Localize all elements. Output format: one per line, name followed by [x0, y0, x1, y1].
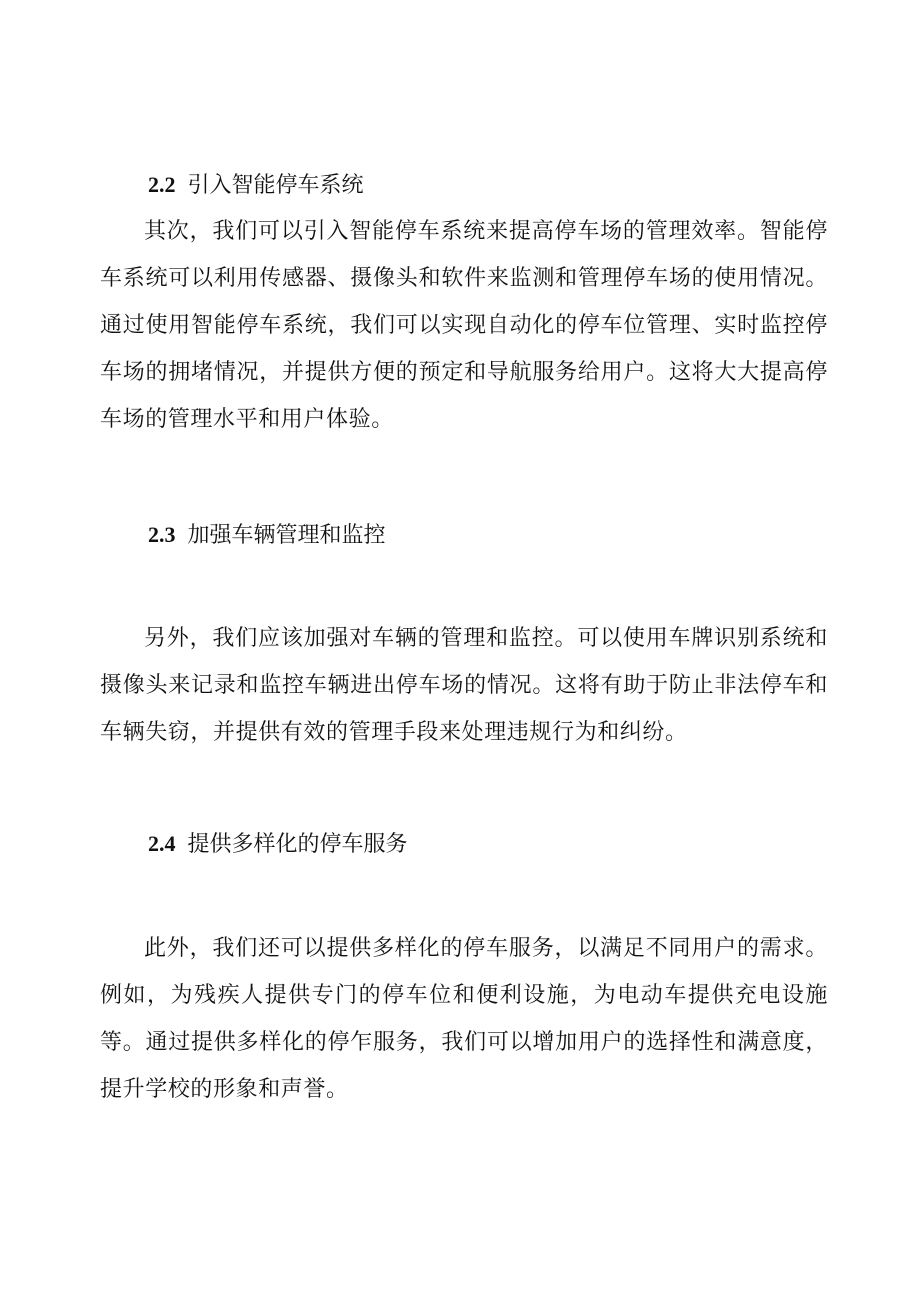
- section-heading-2-3: [148, 520, 386, 551]
- section-title: 加强车辆管理和监控: [187, 523, 386, 548]
- section-heading-2-2: [148, 170, 364, 201]
- section-number: 2.4: [148, 831, 176, 856]
- section-paragraph-2-3: 另外，我们应该加强对车辆的管理和监控。可以使用车牌识别系统和摄像头来记录和监控车辆进出停车场的情况。这将有助于防止非法停车和车辆失窃，并提供有效的管理手段来处理违规行为和纠纷。: [100, 626, 828, 745]
- section-number: 2.2: [148, 172, 176, 197]
- section-heading-2-4: [148, 829, 408, 860]
- section-paragraph-2-4: 此外，我们还可以提供多样化的停车服务，以满足不同用户的需求。例如，为残疾人提供专门的停车位和便利设施，为电动车提供充电设施等。通过提供多样化的停乍服务，我们可以增加用户的选择性和满意度，提升学校的形象和声誉。: [100, 936, 828, 1102]
- section-title: 引入智能停车系统: [187, 173, 364, 198]
- section-number: 2.3: [148, 522, 176, 547]
- section-title: 提供多样化的停车服务: [187, 832, 408, 857]
- section-paragraph-2-2: 其次，我们可以引入智能停车系统来提高停车场的管理效率。智能停车系统可以利用传感器、摄像头和软件来监测和管理停车场的使用情况。通过使用智能停车系统，我们可以实现自动化的停车位管理、实时监控停车场的拥堵情况，并提供方便的预定和导航服务给用户。这将大大提高停车场的管理水平和用户体验。: [100, 219, 828, 432]
